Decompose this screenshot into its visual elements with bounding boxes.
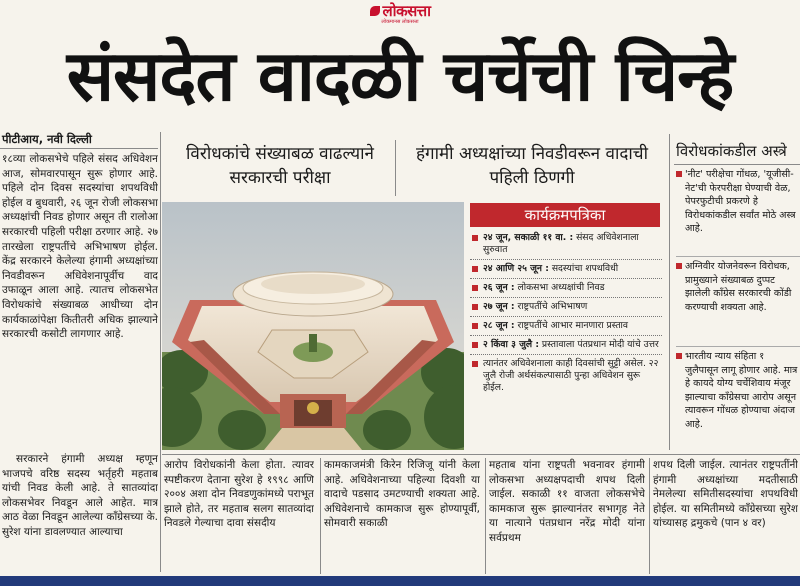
column-rule (669, 134, 670, 450)
bullet-icon (472, 361, 478, 367)
program-item-text: प्रस्तावाला पंतप्रधान मोदी यांचे उत्तर (541, 339, 659, 350)
column-rule (320, 458, 321, 574)
sidebar-item (676, 350, 800, 448)
program-item-text: त्यानंतर अधिवेशनाला काही दिवसांची सुट्टी असेल. २२ जुलै रोजी अर्थसंकल्पासाठी पुन्हा अधिवेशन सुरू होईल. (483, 358, 659, 393)
program-item (470, 317, 662, 336)
logo-tagline: लोकमानस लोकसत्ता (381, 19, 419, 25)
bullet-icon (472, 235, 478, 241)
program-schedule-title: कार्यक्रमपत्रिका (470, 203, 660, 227)
sidebar-rule (676, 346, 800, 347)
newspaper-logo (370, 1, 431, 25)
sidebar-item (676, 260, 800, 344)
program-item-date: २ किंवा ३ जुलै : (483, 339, 539, 350)
article-column-5: शपथ दिली जाईल. त्यानंतर राष्ट्रपतींनी हंगामी अध्यक्षांच्या मदतीसाठी नेमलेल्या समितीसदस्यांचा शपथविधी होईल. या समितीमध्ये काँग्रेसच्या सुरेश यांच्यासह द्रमुकचे (पान ४ वर) (653, 459, 798, 530)
program-item-date: २४ आणि २५ जून : (483, 263, 549, 274)
masthead (0, 0, 800, 26)
program-item-date: २७ जून : (483, 301, 515, 312)
program-item-text: सदस्यांचा शपथविधी (551, 263, 619, 274)
article-column-4: महताब यांना राष्ट्रपती भवनावर हंगामी लोकसभा अध्यक्षपदाची शपथ दिली जाईल. सकाळी ११ वाजता लोकसभेचे कामकाज सुरू झाल्यानंतर सभागृह नेते या नात्याने पंतप्रधान नरेंद्र मोदी यांना सर्वप्रथम (489, 459, 645, 544)
sidebar-item (676, 168, 800, 254)
program-item (470, 336, 662, 355)
bullet-icon (676, 353, 682, 359)
column-rule (395, 140, 396, 196)
program-item-date: २६ जून : (483, 282, 515, 293)
article-column-1: १८व्या लोकसभेचे पहिले संसद अधिवेशन आज, सोमवारपासून सुरू होणार आहे. पहिले दोन दिवस सदस्यांचा शपथविधी होईल व बुधवारी, २६ जून रोजी लोकसभा अध्यक्षांची निवड होणार असून ती रालोआ सरकारची पहिली परीक्षा ठरणार आहे. २७ तारखेला राष्ट्रपतींचे अभिभाषण होईल. केंद्र सरकारने केलेल्या हंगामी अध्यक्षांच्या निवडीवरून अधिवेशनापूर्वीच वाद उफाळून आला आहे. त्यातच लोकसभेत विरोधकांचे संख्याबळ आधीच्या दोन कार्यकाळांपेक्षा कितीतरी अधिक झाल्याने सरकारची कसोटी लागणार आहे. (2, 153, 158, 341)
program-item-date: २८ जून : (483, 320, 515, 331)
program-item-text: राष्ट्रपतींचे आभार मानणारा प्रस्ताव (517, 320, 629, 331)
bullet-icon (676, 171, 682, 177)
program-item (470, 355, 662, 397)
sidebar-rule (676, 256, 800, 257)
program-item-text: लोकसभा अध्यक्षांची निवड (517, 282, 605, 293)
subhead-protem-speaker: हंगामी अध्यक्षांच्या निवडीवरून वादाची पहिली ठिणगी (416, 144, 648, 188)
program-item-text: संसद अधिवेशनाला सुरुवात (483, 232, 639, 255)
bullet-icon (472, 304, 478, 310)
bullet-icon (676, 263, 682, 269)
program-item-date: २४ जून, सकाळी ११ वा. : (483, 232, 574, 243)
program-schedule-list (470, 229, 662, 397)
section-rule (162, 454, 800, 455)
program-item-text: राष्ट्रपतींचे अभिभाषण (517, 301, 588, 312)
program-item (470, 260, 662, 279)
column-rule (485, 458, 486, 574)
byline-rule (0, 148, 158, 149)
bullet-icon (472, 266, 478, 272)
program-item (470, 229, 662, 260)
program-item (470, 279, 662, 298)
logo-name: लोकसत्ता (382, 2, 431, 20)
bullet-icon (472, 342, 478, 348)
headline: संसदेत वादळी चर्चेची चिन्हे (66, 35, 734, 117)
article-column-1-continued: सरकारने हंगामी अध्यक्ष म्हणून भाजपचे वरिष्ठ सदस्य भर्तृहरी महताब यांची निवड केली आहे. ते सातव्यांदा लोकसभेवर निवडून आले आहेत. मात्र आठ वेळा निवडून आलेल्या काँग्रेसच्या के. सुरेश यांना डावलण्यात आल्याचा (2, 453, 158, 538)
byline: पीटीआय, नवी दिल्ली (2, 132, 92, 146)
article-column-2: आरोप विरोधकांनी केला होता. त्यावर स्पष्टीकरण देताना सुरेश हे १९९८ आणि २००४ अशा दोन निवडणुकांमध्ये पराभूत झाले होते, तर महताब सलग सातव्यांदा निवडले गेल्याचा दावा संसदीय (164, 459, 314, 530)
program-item (470, 298, 662, 317)
sidebar-item-text: भारतीय न्याय संहिता १ जुलैपासून लागू होणार आहे. मात्र हे कायदे योग्य चर्चेशिवाय मंजूर झाल्याचा काँग्रेसचा आरोप असून त्यावरून गोंधळ होण्याचा अंदाज आहे. (685, 351, 798, 430)
article-column-3: कामकाजमंत्री किरेन रिजिजू यांनी केला आहे. अधिवेशनाच्या पहिल्या दिवशी या वादाचे पडसाद उमटण्याची शक्यता आहे. अधिवेशनाचे कामकाज सुरू होण्यापूर्वी, सोमवारी सकाळी (324, 459, 480, 530)
column-rule (160, 132, 161, 572)
sidebar-rule (674, 164, 800, 165)
subhead-opposition-strength: विरोधकांचे संख्याबळ वाढल्याने सरकारची परीक्षा (186, 144, 374, 188)
sidebar-item-text: अग्निवीर योजनेवरून विरोधक, प्रामुख्याने संख्याबळ दुप्पट झालेली काँग्रेस सरकारची कोंडी करण्याची शक्यता आहे. (685, 261, 792, 313)
sidebar-heading: विरोधकांकडील अस्त्रे (676, 142, 787, 160)
bullet-icon (472, 323, 478, 329)
bullet-icon (472, 285, 478, 291)
parliament-photo (162, 202, 464, 450)
page-bottom-band (0, 576, 800, 586)
sidebar-item-text: 'नीट' परीक्षेचा गोंधळ, 'यूजीसी-नेट'ची फेरपरीक्षा घेण्याची वेळ, पेपरफुटीची प्रकरणे हे विरोधकांकडील सर्वांत मोठे अस्त्र आहे. (685, 169, 796, 235)
column-rule (649, 458, 650, 574)
logo-mark-icon (370, 6, 380, 16)
